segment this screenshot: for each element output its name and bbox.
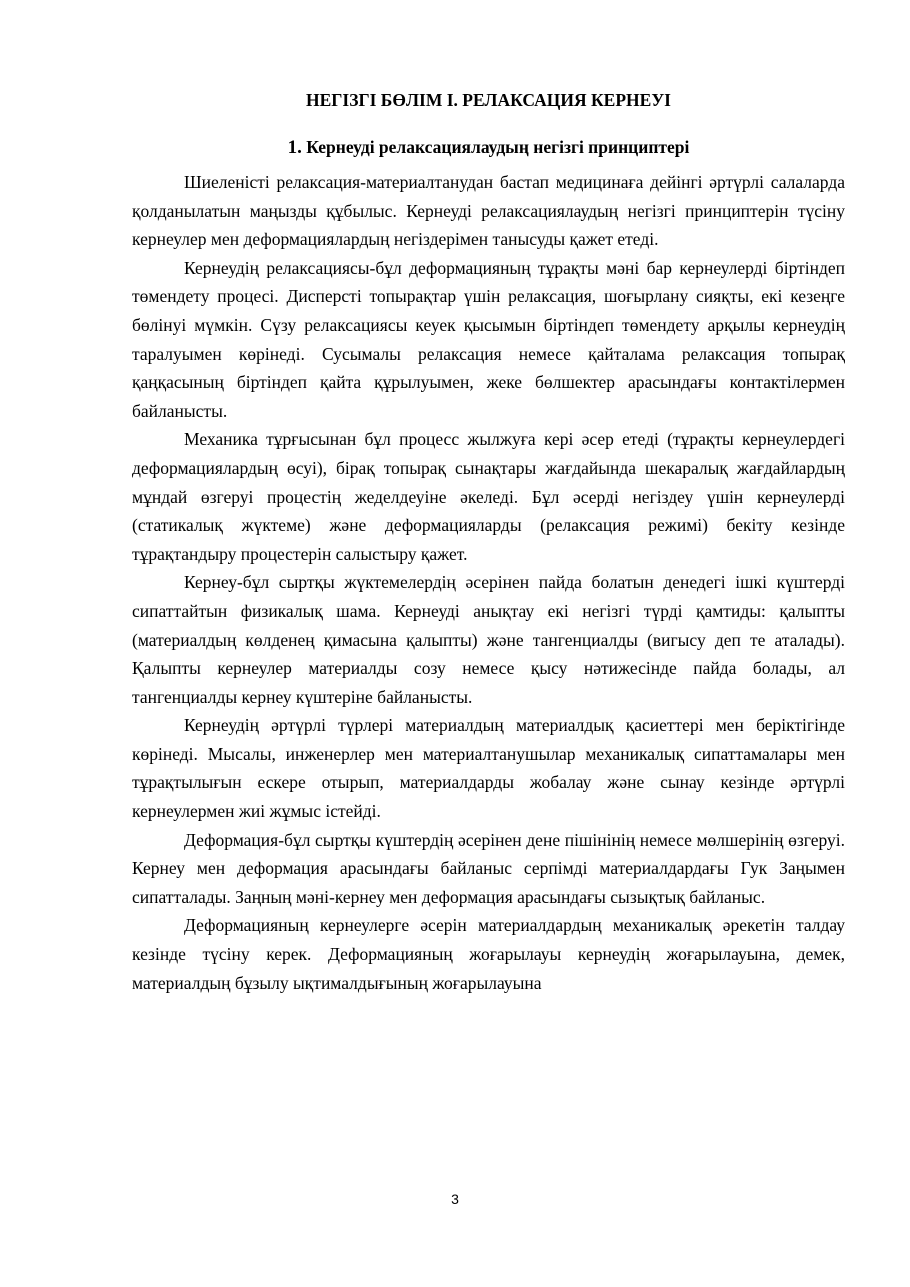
- paragraph: Механика тұрғысынан бұл процесс жылжуға кері әсер етеді (тұрақты кернеулердегі деформациялардың өсуі), бірақ топырақ сынақтары жағдайында шекаралық жағдайлардың мұндай өзгеруі процестің жеделдеуіне әкеледі. Бұл әсерді негіздеу үшін кернеулерді (статикалық жүктеме) және деформацияларды (релаксация режимі) бекіту кезінде тұрақтандыру процестерін салыстыру қажет.: [132, 429, 845, 564]
- chapter-title: НЕГІЗГІ БӨЛІМ І. РЕЛАКСАЦИЯ КЕРНЕУІ: [306, 90, 671, 110]
- section-title: Кернеуді релаксациялаудың негізгі принциптері: [306, 137, 690, 157]
- paragraph: Кернеудің әртүрлі түрлері материалдың материалдық қасиеттері мен беріктігінде көрінеді. Мысалы, инженерлер мен материалтанушылар механикалық сипаттамалары мен тұрақтылығын ескере отырып, материалдарды жобалау және сынау кезінде әртүрлі кернеулермен жиі жұмыс істейді.: [132, 715, 845, 822]
- paragraph: Шиеленісті релаксация-материалтанудан бастап медицинаға дейінгі әртүрлі салаларда қолданылатын маңызды құбылыс. Кернеуді релаксациялаудың негізгі принциптерін түсіну кернеулер мен деформациялардың негіздерімен танысуды қажет етеді.: [132, 172, 845, 250]
- section-heading: [132, 133, 845, 162]
- paragraph: Деформацияның кернеулерге әсерін материалдардың механикалық әрекетін талдау кезінде түсіну керек. Деформацияның жоғарылауы кернеудің жоғарылауына, демек, материалдың бұзылу ықтималдығының жоғарылауына: [132, 915, 845, 993]
- paragraph: Кернеу-бұл сыртқы жүктемелердің әсерінен пайда болатын денедегі ішкі күштерді сипаттайтын физикалық шама. Кернеуді анықтау екі негізгі түрді қамтиды: қалыпты (материалдың көлденең қимасына қалыпты) және тангенциалды (вигысу деп те аталады). Қалыпты кернеулер материалды созу немесе қысу нәтижесінде пайда болады, ал тангенциалды кернеу күштеріне байланысты.: [132, 572, 845, 707]
- paragraph: Кернеудің релаксациясы-бұл деформацияның тұрақты мәні бар кернеулерді біртіндеп төмендету процесі. Дисперсті топырақтар үшін релаксация, шоғырлану сияқты, екі кезеңге бөлінуі мүмкін. Сүзу релаксациясы кеуек қысымын біртіндеп төмендету арқылы кернеудің таралуымен көрінеді. Сусымалы релаксация немесе қайталама релаксация топырақ қаңқасының біртіндеп қайта құрылуымен, жеке бөлшектер арасындағы контактілермен байланысты.: [132, 257, 845, 421]
- section-number: 1.: [287, 137, 302, 158]
- page-number: 3: [451, 1191, 459, 1207]
- page-content: [132, 86, 845, 997]
- paragraph: Деформация-бұл сыртқы күштердің әсерінен дене пішінінің немесе мөлшерінің өзгеруі. Кернеу мен деформация арасындағы байланыс серпімді материалдардағы Гук Заңымен сипатталады. Заңның мәні-кернеу мен деформация арасындағы сызықтық байланыс.: [132, 829, 845, 907]
